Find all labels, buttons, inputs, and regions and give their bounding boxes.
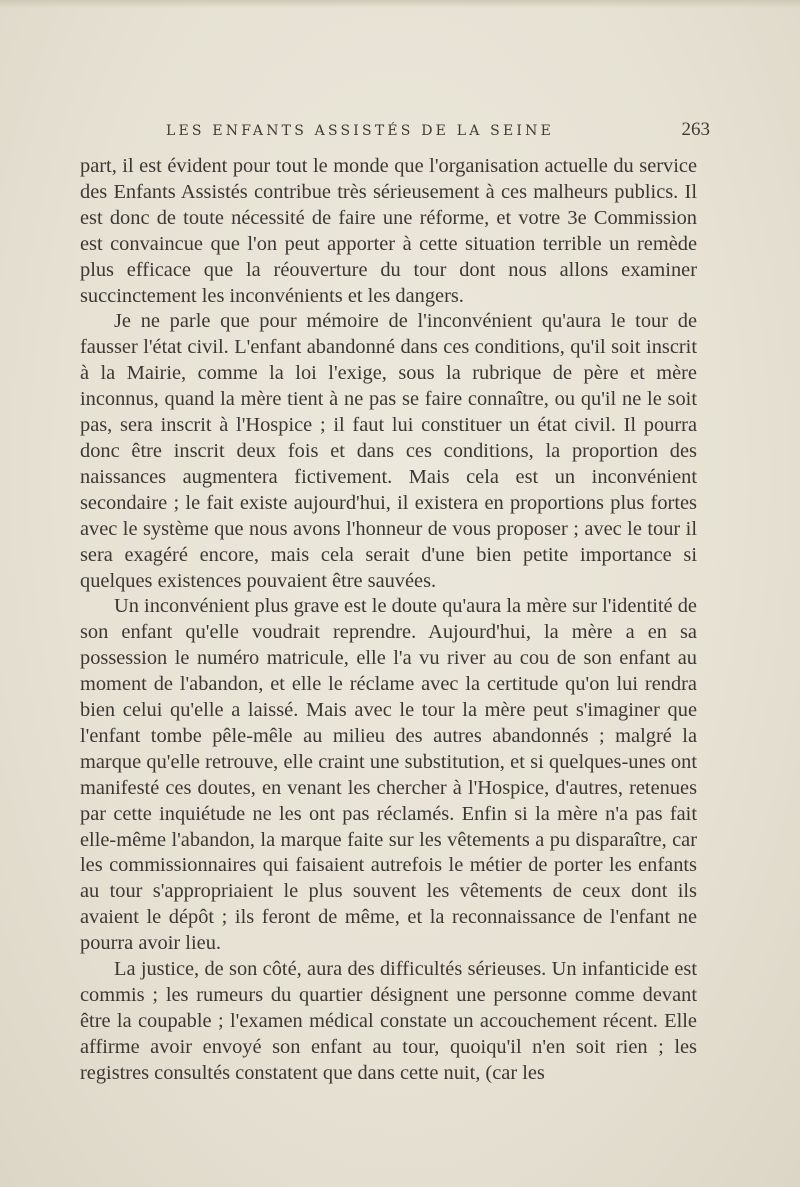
page-number: 263 [681,119,710,140]
running-title: LES ENFANTS ASSISTÉS DE LA SEINE [166,123,554,139]
page-header [80,119,710,147]
paragraph-etat-civil: Je ne parle que pour mémoire de l'inconvénient qu'aura le tour de fausser l'état civil. L'enfant abandonné dans ces conditions, qu'il soit inscrit à la Mairie, comme la loi l'exige, sous la rubrique de père et mère inconnus, quand la mère tient à ne pas se faire connaître, ou qu'il ne le soit pas, sera inscrit à l'Hospice ; il faut lui constituer un état civil. Il pourra donc être inscrit deux fois et dans ces conditions, la proportion des naissances augmentera fictivement. Mais cela est un inconvénient secondaire ; le fait existe aujourd'hui, il existera en proportions plus fortes avec le système que nous avons l'honneur de vous proposer ; avec le tour il sera exagéré encore, mais cela serait d'une bien petite importance si quelques existences pouvaient être sauvées. [80,310,697,592]
body-text [80,154,697,1087]
paragraph-identite: Un inconvénient plus grave est le doute qu'aura la mère sur l'identité de son enfant qu'elle voudrait reprendre. Aujourd'hui, la mère a en sa possession le numéro matricule, elle l'a vu river au cou de son enfant au moment de l'abandon, et elle le réclame avec la certitude qu'on lui rendra bien celui qu'elle a laissé. Mais avec le tour la mère peut s'imaginer que l'enfant tombe pêle-mêle au milieu des autres abandonnés ; malgré la marque qu'elle retrouve, elle craint une substitution, et si quelques-unes ont manifesté ces doutes, en venant les chercher à l'Hospice, d'autres, retenues par cette inquiétude ne les ont pas réclamés. Enfin si la mère n'a pas fait elle-même l'abandon, la marque faite sur les vêtements a pu disparaître, car les commissionnaires qui faisaient autrefois le métier de porter les enfants au tour s'appropriaient le plus souvent les vêtements de ceux dont ils avaient le dépôt ; ils feront de même, et la reconnaissance de l'enfant ne pourra avoir lieu. [80,595,697,955]
paragraph-continuation: part, il est évident pour tout le monde que l'organisation actuelle du service des Enfants Assistés contribue très sérieusement à ces malheurs publics. Il est donc de toute nécessité de faire une réforme, et votre 3e Commission est convaincue que l'on peut apporter à cette situation terrible un remède plus efficace que la réouverture du tour dont nous allons examiner succinctement les inconvénients et les dangers. [80,155,697,307]
paragraph-justice: La justice, de son côté, aura des difficultés sérieuses. Un infanticide est commis ; les rumeurs du quartier désignent une personne comme devant être la coupable ; l'examen médical constate un accouchement récent. Elle affirme avoir envoyé son enfant au tour, quoiqu'il n'en soit rien ; les registres consultés constatent que dans cette nuit, (car les [80,958,697,1084]
